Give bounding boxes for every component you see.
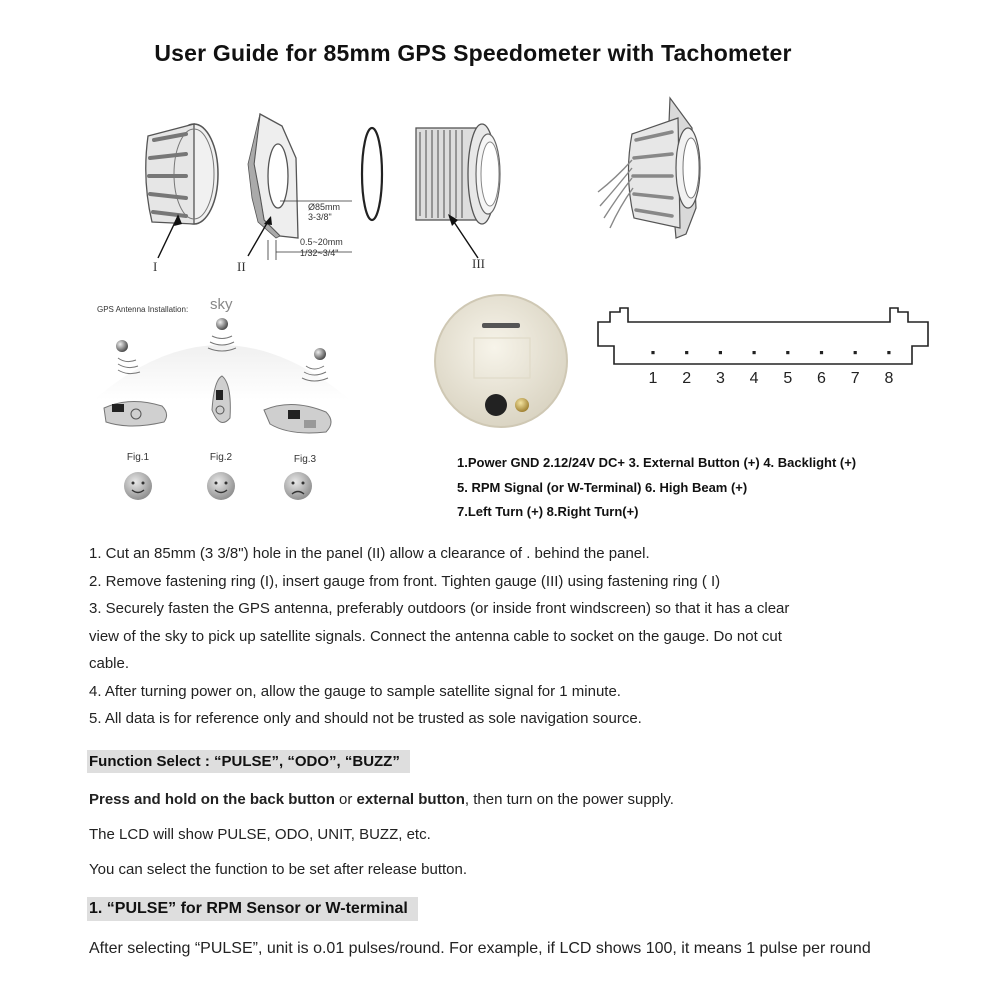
pin-number-label: 5: [783, 370, 793, 386]
panel-thickness-inch-label: 1/32~3/4": [300, 248, 339, 258]
lcd-line: The LCD will show PULSE, ODO, UNIT, BUZZ, etc.: [89, 826, 431, 843]
step-line: 1. Cut an 85mm (3 3/8") hole in the panel (II) allow a clearance of . behind the panel.: [89, 545, 650, 562]
back-button-icon: [485, 394, 507, 416]
pin-number-label: 3: [715, 370, 725, 386]
happy-face-icon: [207, 472, 235, 500]
press-or-text: or: [334, 791, 357, 808]
pin-desc-line: 7.Left Turn (+) 8.Right Turn(+): [457, 504, 639, 519]
pin-dot: [786, 351, 789, 354]
pin-dot: [887, 351, 890, 354]
pin-number-label: 8: [884, 370, 894, 386]
pin-dot: [854, 351, 857, 354]
satellite-icon: [314, 348, 326, 360]
fastening-ring-drawing: [146, 124, 218, 258]
happy-face-icon: [124, 472, 152, 500]
step-line: view of the sky to pick up satellite signals. Connect the antenna cable to socket on the gauge. Do not cut: [89, 627, 782, 645]
step-line: 5. All data is for reference only and should not be trusted as sole navigation source.: [89, 710, 642, 727]
antenna-installation-diagram: [90, 300, 360, 510]
hole-diameter-label: Ø85mm: [308, 202, 341, 212]
press-bold-text: Press and hold on the back button: [89, 791, 335, 808]
sad-face-icon: [284, 472, 312, 500]
pin-dot: [651, 351, 654, 354]
step-line: 2. Remove fastening ring (I), insert gauge from front. Tighten gauge (III) using fastening ring ( I): [89, 572, 721, 590]
fig-label: Fig.2: [209, 452, 233, 463]
pin-descriptions: [457, 451, 856, 525]
step-line: 4. After turning power on, allow the gauge to sample satellite signal for 1 minute.: [89, 682, 621, 700]
antenna-heading: GPS Antenna Installation:: [97, 305, 189, 314]
assembled-gauge-drawing: [598, 98, 700, 238]
press-bold-text: external button: [356, 791, 465, 808]
satellite-icon: [116, 340, 128, 352]
pin-dot: [719, 351, 722, 354]
function-select-heading: Function Select : “PULSE”, “ODO”, “BUZZ”: [87, 750, 410, 773]
step-line: 3. Securely fasten the GPS antenna, preferably outdoors (or inside front windscreen) so that it has a clear: [89, 600, 790, 617]
pin-number-label: 1: [648, 370, 658, 386]
sky-label: sky: [210, 296, 233, 313]
pulse-heading: 1. “PULSE” for RPM Sensor or W-terminal: [87, 897, 418, 921]
pin-number-label: 7: [850, 370, 860, 386]
panel-thickness-label: 0.5~20mm: [300, 237, 343, 247]
pin-number-label: 2: [682, 370, 692, 386]
pin-dot: [685, 351, 688, 354]
pin-number-label: 6: [817, 370, 826, 386]
pin-number-label: 4: [749, 370, 759, 386]
o-ring-drawing: [362, 128, 382, 220]
fig-label: Fig.1: [126, 452, 150, 463]
mounting-diagram: [120, 88, 720, 278]
ring-label: I: [153, 259, 158, 274]
press-rest-text: , then turn on the power supply.: [464, 791, 674, 808]
gauge-back-photo: [430, 292, 575, 432]
pin-dot: [753, 351, 756, 354]
page-title: User Guide for 85mm GPS Speedometer with Tachometer: [154, 40, 792, 66]
step-line: cable.: [89, 655, 130, 672]
antenna-socket-icon: [515, 398, 529, 412]
press-instruction: [89, 791, 674, 808]
fig-label: Fig.3: [293, 454, 317, 465]
hole-diameter-inch-label: 3-3/8": [308, 212, 332, 222]
pulse-body: After selecting “PULSE”, unit is o.01 pulses/round. For example, if LCD shows 100, it means 1 pulse per round: [89, 940, 871, 957]
installation-steps: [89, 540, 789, 733]
pin-dot: [820, 351, 823, 354]
gauge-body-drawing: [416, 124, 500, 258]
gauge-label: III: [472, 256, 485, 271]
select-line: You can select the function to be set after release button.: [89, 861, 468, 878]
pin-desc-line: 1.Power GND 2.12/24V DC+ 3. External Button (+) 4. Backlight (+): [457, 455, 857, 470]
connector-diagram: [596, 306, 936, 386]
pin-desc-line: 5. RPM Signal (or W-Terminal) 6. High Beam (+): [457, 479, 748, 495]
panel-label: II: [237, 259, 246, 274]
satellite-icon: [216, 318, 228, 330]
